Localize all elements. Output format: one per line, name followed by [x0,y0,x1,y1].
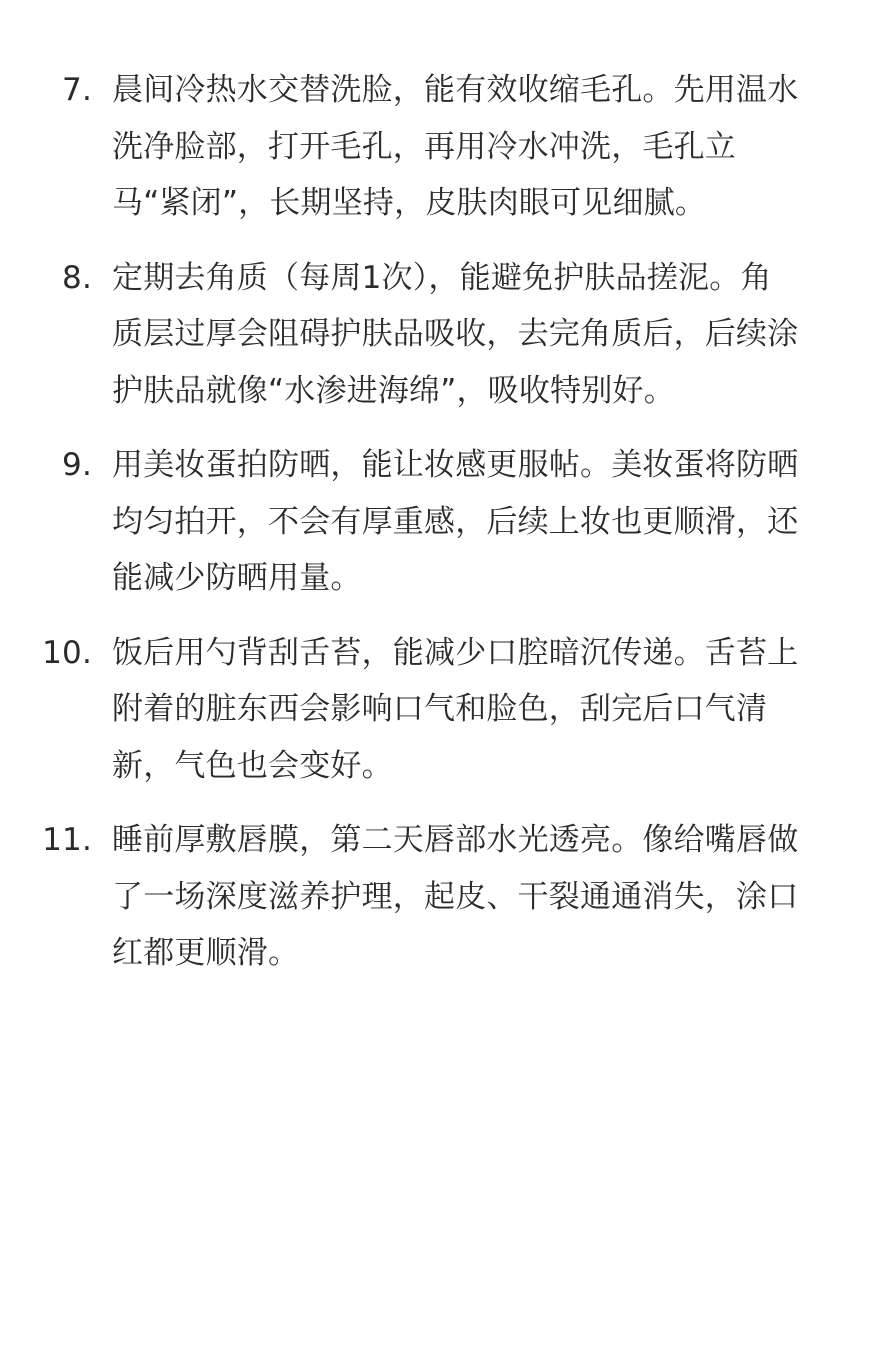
item-number: 11. [42,822,92,858]
item-text-line: 马“紧闭”，长期坚持，皮肤肉眼可见细腻。 [112,185,707,221]
item-text-line: 附着的脏东西会影响口气和脸色，刮完后口气清 [112,691,768,727]
list-item [0,437,880,607]
item-number: 7. [62,72,92,108]
item-text-line: 质层过厚会阻碍护肤品吸收，去完角质后，后续涂 [112,316,799,352]
list-item [0,62,880,232]
item-text-line: 均匀拍开，不会有厚重感，后续上妆也更顺滑，还 [112,503,799,540]
item-text-line: 能减少防晒用量。 [112,560,362,596]
item-text-line: 饭后用勺背刮舌苔，能减少口腔暗沉传递。舌苔上 [112,634,799,671]
numbered-list [0,62,880,1000]
list-item [0,625,880,795]
item-number: 9. [62,447,92,483]
item-number: 8. [62,259,92,296]
list-item [0,812,880,982]
item-text-line: 新，气色也会变好。 [112,747,393,784]
item-text-line: 睡前厚敷唇膜，第二天唇部水光透亮。像给嘴唇做 [112,822,799,858]
item-text-line: 红都更顺滑。 [112,935,300,971]
item-text-line: 晨间冷热水交替洗脸，能有效收缩毛孔。先用温水 [112,72,799,108]
item-number: 10. [42,634,92,671]
list-item [0,250,880,420]
item-text-line: 洗净脸部，打开毛孔，再用冷水冲洗，毛孔立 [112,128,736,165]
item-text-line: 定期去角质（每周1次），能避免护肤品搓泥。角 [112,259,772,296]
item-text-line: 护肤品就像“水渗进海绵”，吸收特别好。 [112,372,675,409]
item-text-line: 了一场深度滋养护理，起皮、干裂通通消失，涂口 [112,878,799,915]
item-text-line: 用美妆蛋拍防晒，能让妆感更服帖。美妆蛋将防晒 [112,447,799,483]
